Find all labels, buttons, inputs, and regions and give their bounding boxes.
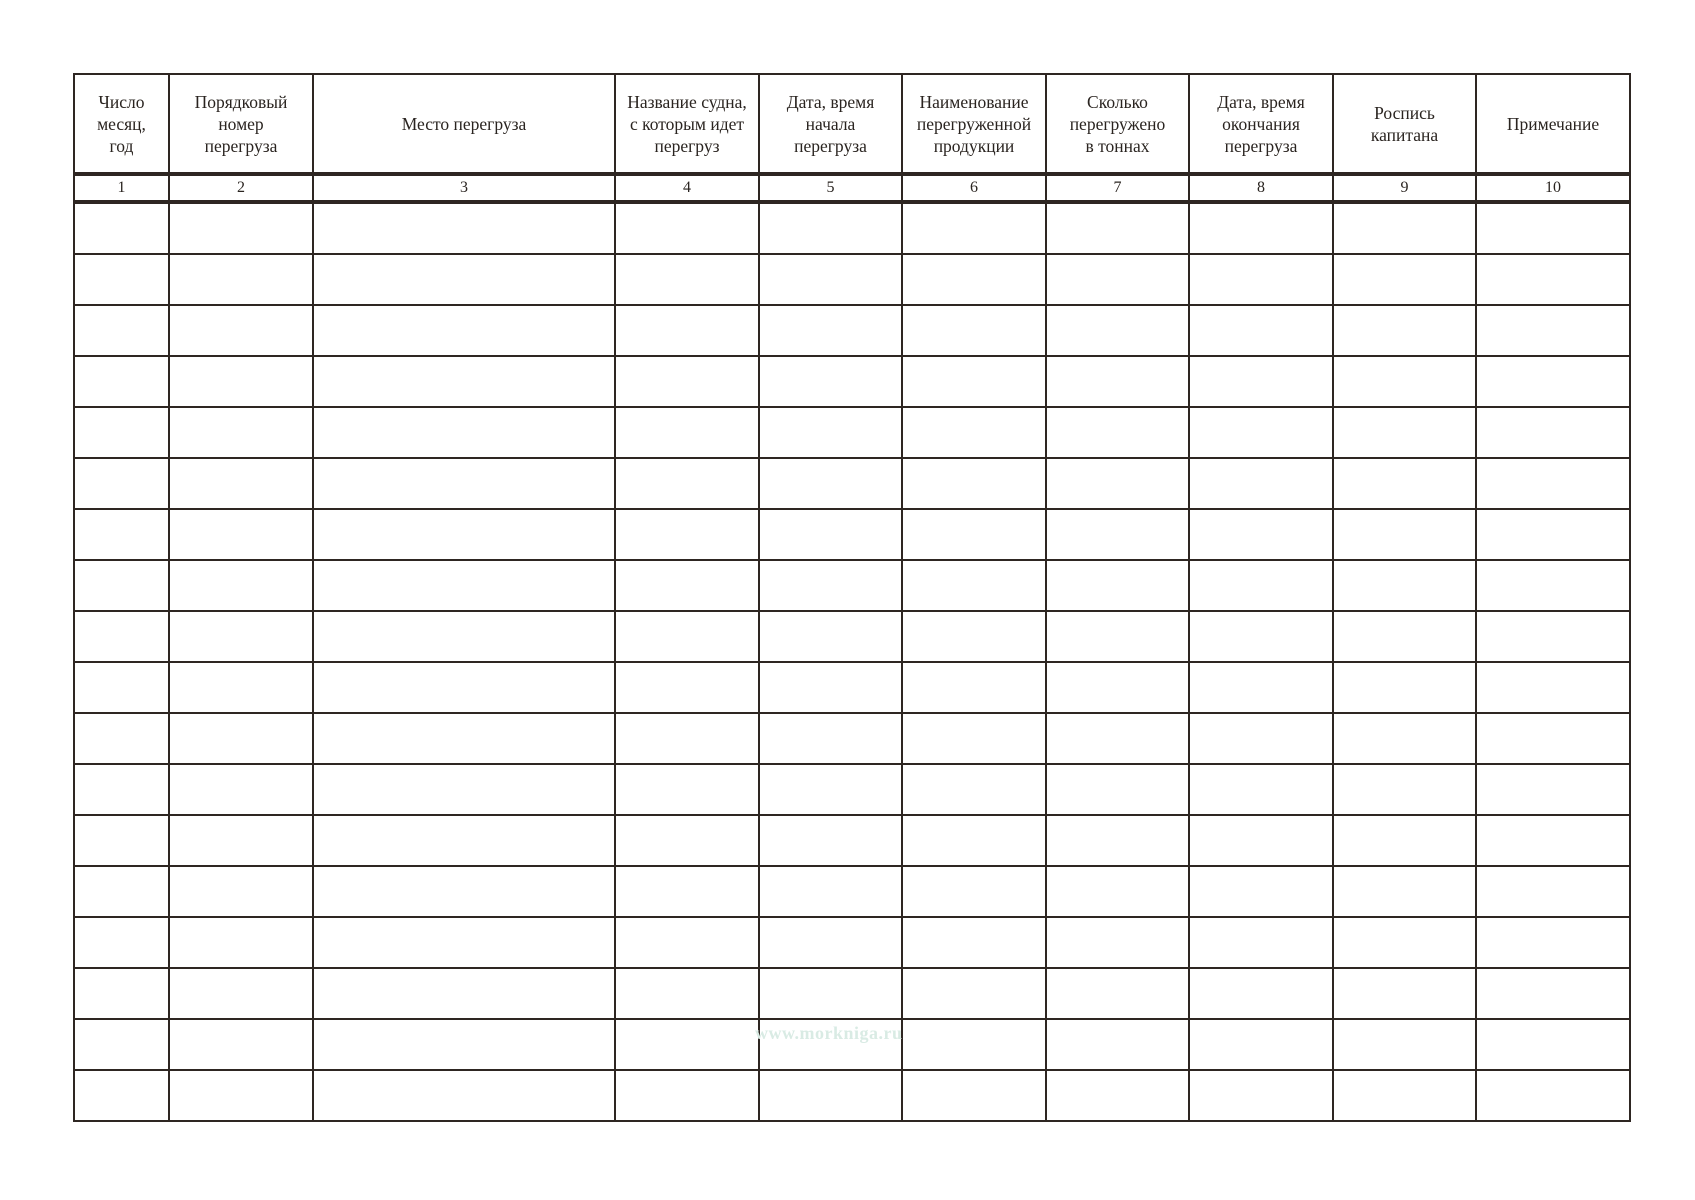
table-cell[interactable] <box>759 458 902 509</box>
header-end-datetime: Дата, время окончания перегруза <box>1189 74 1333 174</box>
column-number: 4 <box>615 174 759 202</box>
table-row <box>74 968 1630 1019</box>
table-cell[interactable] <box>902 1019 1046 1070</box>
table-row <box>74 866 1630 917</box>
table-cell[interactable] <box>74 458 169 509</box>
table-cell[interactable] <box>759 560 902 611</box>
table-cell[interactable] <box>759 611 902 662</box>
table-cell[interactable] <box>615 560 759 611</box>
table-cell[interactable] <box>1046 917 1189 968</box>
table-cell[interactable] <box>759 356 902 407</box>
table-cell[interactable] <box>1333 1019 1476 1070</box>
header-captain-signature: Роспись капитана <box>1333 74 1476 174</box>
table-cell[interactable] <box>615 815 759 866</box>
table-cell[interactable] <box>1189 866 1333 917</box>
table-cell[interactable] <box>74 662 169 713</box>
table-cell[interactable] <box>615 1070 759 1121</box>
table-cell[interactable] <box>169 1070 313 1121</box>
table-cell[interactable] <box>1476 815 1630 866</box>
table-cell[interactable] <box>74 815 169 866</box>
table-cell[interactable] <box>1476 407 1630 458</box>
table-cell[interactable] <box>1333 815 1476 866</box>
table-cell[interactable] <box>1189 560 1333 611</box>
header-date: Число месяц, год <box>74 74 169 174</box>
table-cell[interactable] <box>759 509 902 560</box>
header-vessel-name: Название судна, с которым идет перегруз <box>615 74 759 174</box>
table-cell[interactable] <box>74 764 169 815</box>
table-row <box>74 356 1630 407</box>
table-cell[interactable] <box>74 968 169 1019</box>
table-cell[interactable] <box>902 866 1046 917</box>
table-cell[interactable] <box>1046 356 1189 407</box>
table-cell[interactable] <box>169 560 313 611</box>
table-cell[interactable] <box>74 356 169 407</box>
table-cell[interactable] <box>1189 611 1333 662</box>
table-cell[interactable] <box>759 968 902 1019</box>
table-cell[interactable] <box>1476 968 1630 1019</box>
table-cell[interactable] <box>313 968 615 1019</box>
table-cell[interactable] <box>313 662 615 713</box>
table-cell[interactable] <box>1333 254 1476 305</box>
table-cell[interactable] <box>74 560 169 611</box>
table-cell[interactable] <box>759 202 902 254</box>
table-row <box>74 560 1630 611</box>
table-cell[interactable] <box>1476 560 1630 611</box>
table-cell[interactable] <box>1189 305 1333 356</box>
table-row <box>74 407 1630 458</box>
table-row <box>74 917 1630 968</box>
table-cell[interactable] <box>1476 254 1630 305</box>
table-cell[interactable] <box>1046 815 1189 866</box>
table-cell[interactable] <box>1046 560 1189 611</box>
table-cell[interactable] <box>1046 764 1189 815</box>
table-cell[interactable] <box>1046 611 1189 662</box>
column-number: 10 <box>1476 174 1630 202</box>
table-cell[interactable] <box>169 458 313 509</box>
table-cell[interactable] <box>313 815 615 866</box>
table-cell[interactable] <box>1476 764 1630 815</box>
table-cell[interactable] <box>1333 611 1476 662</box>
table-row <box>74 509 1630 560</box>
table-cell[interactable] <box>169 407 313 458</box>
table-cell[interactable] <box>615 509 759 560</box>
table-cell[interactable] <box>313 202 615 254</box>
header-notes: Примечание <box>1476 74 1630 174</box>
table-cell[interactable] <box>759 917 902 968</box>
table-cell[interactable] <box>1189 662 1333 713</box>
table-cell[interactable] <box>1333 560 1476 611</box>
table-cell[interactable] <box>74 305 169 356</box>
table-cell[interactable] <box>1189 356 1333 407</box>
table-cell[interactable] <box>759 254 902 305</box>
table-cell[interactable] <box>1476 866 1630 917</box>
table-cell[interactable] <box>902 202 1046 254</box>
table-row <box>74 713 1630 764</box>
table-cell[interactable] <box>759 1070 902 1121</box>
table-cell[interactable] <box>169 509 313 560</box>
table-cell[interactable] <box>902 356 1046 407</box>
table-row <box>74 254 1630 305</box>
table-cell[interactable] <box>1476 662 1630 713</box>
table-cell[interactable] <box>313 407 615 458</box>
table-cell[interactable] <box>1046 254 1189 305</box>
table-cell[interactable] <box>74 611 169 662</box>
table-cell[interactable] <box>759 305 902 356</box>
table-cell[interactable] <box>1046 968 1189 1019</box>
table-row <box>74 305 1630 356</box>
table-cell[interactable] <box>1189 1070 1333 1121</box>
table-cell[interactable] <box>902 662 1046 713</box>
table-cell[interactable] <box>902 305 1046 356</box>
table-cell[interactable] <box>1333 713 1476 764</box>
table-cell[interactable] <box>169 764 313 815</box>
table-cell[interactable] <box>169 815 313 866</box>
table-cell[interactable] <box>1046 713 1189 764</box>
table-cell[interactable] <box>615 305 759 356</box>
table-cell[interactable] <box>313 458 615 509</box>
table-cell[interactable] <box>759 713 902 764</box>
table-cell[interactable] <box>1476 202 1630 254</box>
table-cell[interactable] <box>169 1019 313 1070</box>
table-cell[interactable] <box>759 407 902 458</box>
table-cell[interactable] <box>1333 866 1476 917</box>
table-cell[interactable] <box>759 764 902 815</box>
table-cell[interactable] <box>615 662 759 713</box>
table-cell[interactable] <box>169 713 313 764</box>
header-start-datetime: Дата, время начала перегруза <box>759 74 902 174</box>
table-cell[interactable] <box>313 917 615 968</box>
table-cell[interactable] <box>1189 509 1333 560</box>
table-cell[interactable] <box>902 968 1046 1019</box>
column-number: 3 <box>313 174 615 202</box>
table-cell[interactable] <box>74 509 169 560</box>
table-cell[interactable] <box>169 917 313 968</box>
table-cell[interactable] <box>1333 458 1476 509</box>
table-cell[interactable] <box>902 254 1046 305</box>
table-cell[interactable] <box>902 815 1046 866</box>
table-cell[interactable] <box>902 764 1046 815</box>
watermark: www.morkniga.ru <box>755 1023 903 1043</box>
table-cell[interactable] <box>1333 764 1476 815</box>
table-cell[interactable] <box>615 356 759 407</box>
table-cell[interactable] <box>1189 202 1333 254</box>
table-cell[interactable] <box>1046 509 1189 560</box>
table-cell[interactable] <box>169 254 313 305</box>
table-cell[interactable] <box>1476 917 1630 968</box>
table-cell[interactable] <box>1333 305 1476 356</box>
table-cell[interactable] <box>313 713 615 764</box>
table-cell[interactable] <box>74 713 169 764</box>
table-cell[interactable] <box>1189 407 1333 458</box>
table-cell[interactable] <box>313 356 615 407</box>
table-cell[interactable] <box>615 254 759 305</box>
table-cell[interactable] <box>1046 1070 1189 1121</box>
table-cell[interactable] <box>313 764 615 815</box>
table-cell[interactable] <box>615 713 759 764</box>
table-cell[interactable] <box>615 202 759 254</box>
table-cell[interactable] <box>1189 968 1333 1019</box>
column-number: 8 <box>1189 174 1333 202</box>
table-cell[interactable] <box>615 968 759 1019</box>
column-number-row <box>74 174 1630 202</box>
table-cell[interactable] <box>1189 1019 1333 1070</box>
table-cell[interactable] <box>1333 917 1476 968</box>
table-cell[interactable] <box>1476 458 1630 509</box>
table-cell[interactable] <box>759 815 902 866</box>
table-row <box>74 662 1630 713</box>
column-number: 9 <box>1333 174 1476 202</box>
table-cell[interactable] <box>313 560 615 611</box>
table-cell[interactable] <box>313 1070 615 1121</box>
table-cell[interactable] <box>1476 611 1630 662</box>
table-cell[interactable] <box>169 305 313 356</box>
table-cell[interactable] <box>902 560 1046 611</box>
table-cell[interactable] <box>615 407 759 458</box>
transshipment-log-table <box>73 73 1631 1122</box>
table-cell[interactable] <box>74 202 169 254</box>
table-cell[interactable] <box>313 254 615 305</box>
table-cell[interactable] <box>902 458 1046 509</box>
header-product-name: Наименование перегруженной продукции <box>902 74 1046 174</box>
table-cell[interactable] <box>313 509 615 560</box>
table-cell[interactable] <box>902 713 1046 764</box>
table-cell[interactable] <box>615 764 759 815</box>
table-cell[interactable] <box>1333 356 1476 407</box>
table-cell[interactable] <box>1189 458 1333 509</box>
table-cell[interactable] <box>169 202 313 254</box>
header-row <box>74 74 1630 174</box>
table-cell[interactable] <box>902 1070 1046 1121</box>
table-cell[interactable] <box>1333 662 1476 713</box>
table-cell[interactable] <box>74 254 169 305</box>
table-cell[interactable] <box>1046 458 1189 509</box>
table-row <box>74 815 1630 866</box>
table-cell[interactable] <box>1189 764 1333 815</box>
table-cell[interactable] <box>1046 866 1189 917</box>
table-cell[interactable] <box>1333 407 1476 458</box>
header-tonnage: Сколько перегружено в тоннах <box>1046 74 1189 174</box>
table-cell[interactable] <box>74 866 169 917</box>
table-cell[interactable] <box>1189 254 1333 305</box>
table-cell[interactable] <box>615 866 759 917</box>
table-cell[interactable] <box>1476 1019 1630 1070</box>
table-cell[interactable] <box>1046 662 1189 713</box>
table-cell[interactable] <box>1046 407 1189 458</box>
table-cell[interactable] <box>615 1019 759 1070</box>
table-cell[interactable] <box>169 356 313 407</box>
table-cell[interactable] <box>313 1019 615 1070</box>
table-cell[interactable] <box>1189 713 1333 764</box>
header-transshipment-place: Место перегруза <box>313 74 615 174</box>
table-cell[interactable] <box>1333 509 1476 560</box>
table-cell[interactable] <box>759 866 902 917</box>
table-cell[interactable] <box>169 611 313 662</box>
table-cell[interactable] <box>902 407 1046 458</box>
table-cell[interactable] <box>1333 968 1476 1019</box>
table-cell[interactable] <box>902 917 1046 968</box>
table-row <box>74 1070 1630 1121</box>
table-cell[interactable] <box>1476 305 1630 356</box>
table-cell[interactable] <box>169 968 313 1019</box>
table-row <box>74 611 1630 662</box>
table-cell[interactable] <box>1333 202 1476 254</box>
table-cell[interactable] <box>169 866 313 917</box>
table-row <box>74 458 1630 509</box>
table-cell[interactable] <box>1046 202 1189 254</box>
table-cell[interactable] <box>615 458 759 509</box>
column-number: 2 <box>169 174 313 202</box>
column-number: 6 <box>902 174 1046 202</box>
table-cell[interactable] <box>1189 815 1333 866</box>
table-cell[interactable] <box>759 662 902 713</box>
table-cell[interactable] <box>1189 917 1333 968</box>
table-cell[interactable] <box>615 917 759 968</box>
column-number: 7 <box>1046 174 1189 202</box>
column-number: 5 <box>759 174 902 202</box>
table-cell[interactable] <box>74 917 169 968</box>
table-cell[interactable] <box>169 662 313 713</box>
table-cell[interactable] <box>615 611 759 662</box>
table-cell[interactable] <box>1046 305 1189 356</box>
table-cell[interactable] <box>902 509 1046 560</box>
table-cell[interactable] <box>313 611 615 662</box>
table-cell[interactable] <box>1333 1070 1476 1121</box>
table-cell[interactable] <box>1476 713 1630 764</box>
table-cell[interactable] <box>313 305 615 356</box>
table-cell[interactable] <box>74 1070 169 1121</box>
header-transshipment-number: Порядковый номер перегруза <box>169 74 313 174</box>
table-cell[interactable] <box>1476 1070 1630 1121</box>
table-cell[interactable] <box>1476 509 1630 560</box>
column-number: 1 <box>74 174 169 202</box>
table-cell[interactable] <box>1476 356 1630 407</box>
table-row <box>74 764 1630 815</box>
table-row <box>74 202 1630 254</box>
table-cell[interactable] <box>902 611 1046 662</box>
table-cell[interactable] <box>74 1019 169 1070</box>
table-cell[interactable] <box>313 866 615 917</box>
table-cell[interactable] <box>1046 1019 1189 1070</box>
table-cell[interactable] <box>74 407 169 458</box>
